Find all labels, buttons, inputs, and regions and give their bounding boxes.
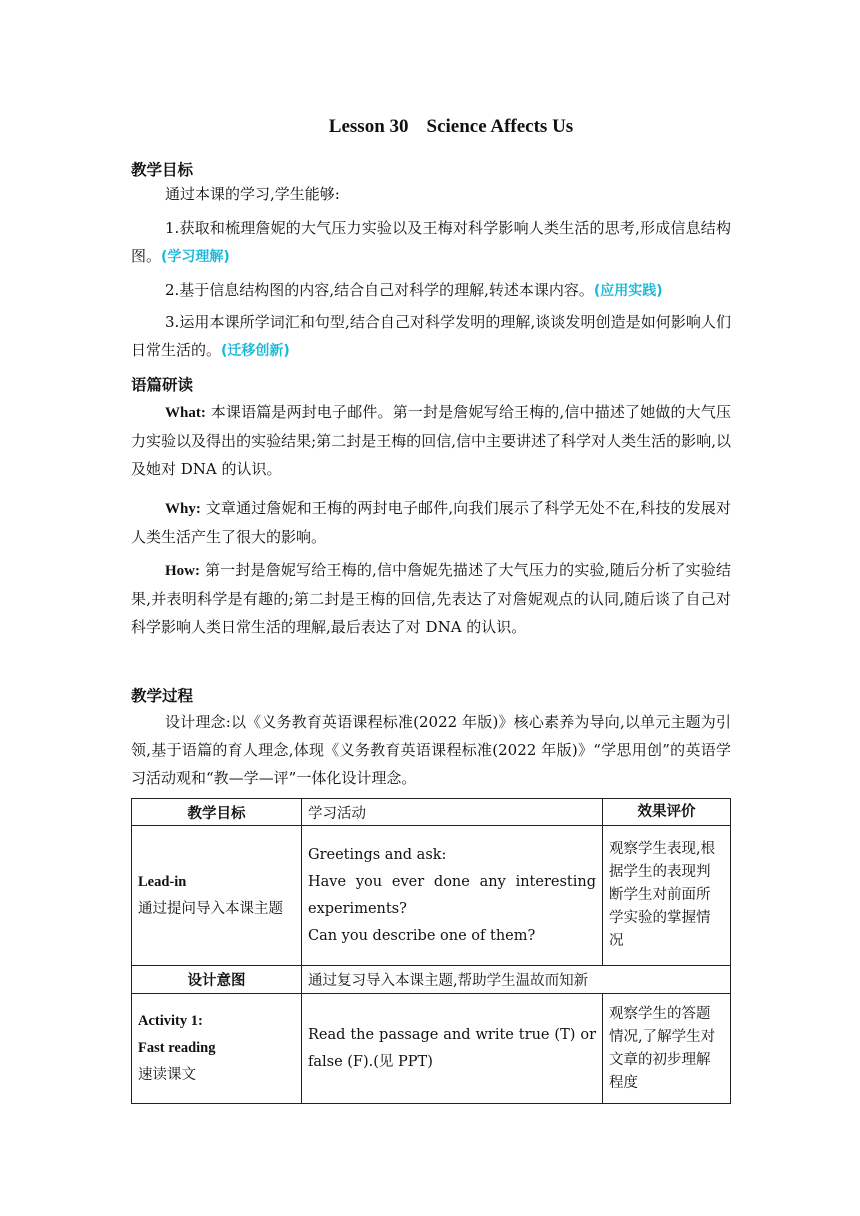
why-label: Why: (165, 501, 201, 517)
section-heading-text-analysis: 语篇研读 (131, 376, 194, 394)
analysis-what: What: 本课语篇是两封电子邮件。第一封是詹妮写给王梅的,信中描述了她做的大气压力实验以及得出的实验结果;第二封是王梅的回信,信中主要讲述了科学对人类生活的影响,以及她对 DNA 的认识。 (131, 403, 731, 478)
section-heading-goals: 教学目标 (131, 161, 194, 179)
lesson-name: Science Affects Us (426, 116, 574, 137)
table-cell-intent: 通过复习导入本课主题,帮助学生温故而知新 (302, 966, 731, 994)
table-header-row (132, 799, 731, 826)
lesson-number: Lesson 30 (328, 116, 409, 137)
lesson-title (131, 116, 771, 138)
table-cell-activity: Greetings and ask: Have you ever done any interesting experiments? Can you describe one of them? (302, 826, 603, 966)
table-cell-eval: 观察学生的答题情况,了解学生对文章的初步理解程度 (603, 994, 731, 1104)
table-cell-goal: Lead-in 通过提问导入本课主题 (132, 826, 302, 966)
table-row (132, 994, 731, 1104)
section-heading-process: 教学过程 (131, 687, 194, 705)
goal-item-1: 1.获取和梳理詹妮的大气压力实验以及王梅对科学影响人类生活的思考,形成信息结构图。(学习理解) (131, 219, 731, 265)
table-cell-goal: Activity 1: Fast reading 速读课文 (132, 994, 302, 1104)
analysis-why: Why: 文章通过詹妮和王梅的两封电子邮件,向我们展示了科学无处不在,科技的发展对人类生活产生了很大的影响。 (131, 499, 731, 546)
table-row (132, 966, 731, 994)
goal-item-3: 3.运用本课所学词汇和句型,结合自己对科学发明的理解,谈谈发明创造是如何影响人们日常生活的。(迁移创新) (131, 313, 731, 359)
design-concept: 设计理念:以《义务教育英语课程标准(2022 年版)》核心素养为导向,以单元主题为引领,基于语篇的育人理念,体现《义务教育英语课程标准(2022 年版)》“学思用创”的英语学习活动观和“教—学—评”一体化设计理念。 (131, 713, 731, 787)
goals-intro: 通过本课的学习,学生能够: (165, 185, 340, 203)
goal-tag: (应用实践) (593, 283, 663, 299)
what-label: What: (165, 405, 206, 421)
table-header: 教学目标 (132, 799, 302, 826)
table-cell-activity: Read the passage and write true (T) or false (F).(见 PPT) (302, 994, 603, 1104)
table-row (132, 826, 731, 966)
goal-item-2: 2.基于信息结构图的内容,结合自己对科学的理解,转述本课内容。(应用实践) (165, 281, 663, 299)
goal-tag: (迁移创新) (221, 343, 290, 359)
lesson-table (131, 798, 731, 1104)
table-cell-intent-label: 设计意图 (132, 966, 302, 994)
table-header: 效果评价 (603, 799, 731, 826)
table-cell-eval: 观察学生表现,根据学生的表现判断学生对前面所学实验的掌握情况 (603, 826, 731, 966)
how-label: How: (165, 563, 200, 579)
goal-tag: (学习理解) (161, 249, 230, 265)
analysis-how: How: 第一封是詹妮写给王梅的,信中詹妮先描述了大气压力的实验,随后分析了实验结果,并表明科学是有趣的;第二封是王梅的回信,先表达了对詹妮观点的认同,随后谈了自己对科学影响人类日常生活的理解,最后表达了对 DNA 的认识。 (131, 561, 731, 636)
table-header: 学习活动 (302, 799, 603, 826)
